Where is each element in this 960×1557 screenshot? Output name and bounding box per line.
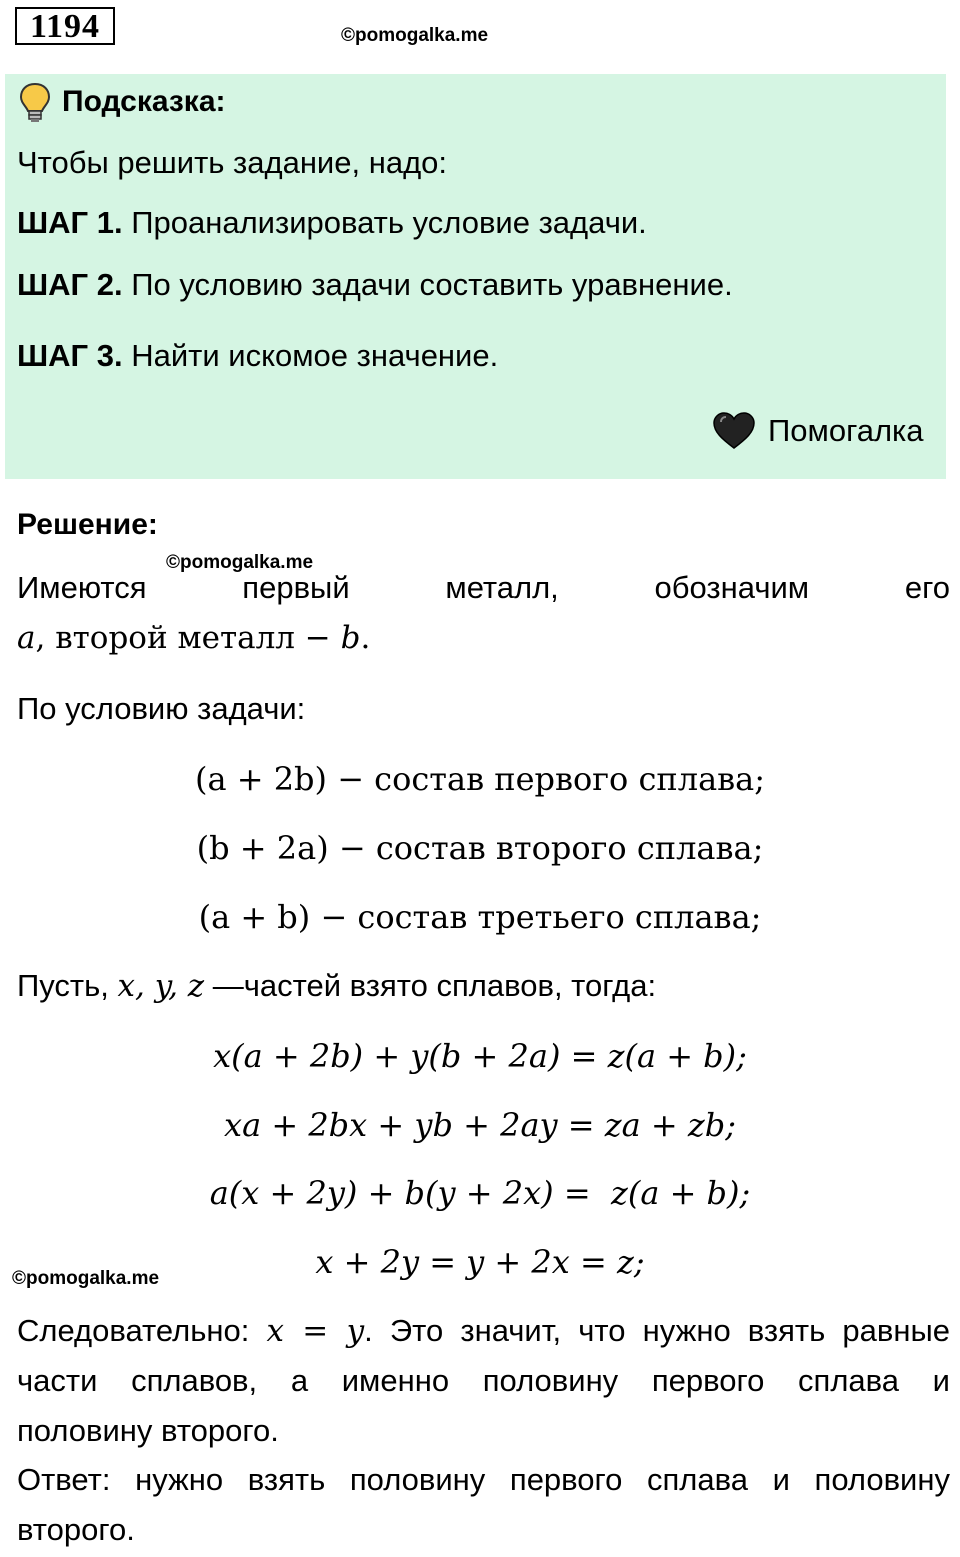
- hint-intro: Чтобы решить задание, надо:: [17, 145, 448, 180]
- word: Имеются: [17, 570, 147, 605]
- step-label: ШАГ 2.: [17, 267, 123, 302]
- step-label: ШАГ 3.: [17, 338, 123, 373]
- hint-title: Подсказка:: [62, 85, 226, 118]
- let-line: [17, 968, 656, 1004]
- hint-step-2: [17, 267, 733, 303]
- hint-step-1: [17, 205, 647, 241]
- var-a: a: [17, 620, 36, 656]
- solution-title: Решение:: [17, 508, 158, 541]
- answer-line-2: второго.: [17, 1512, 135, 1547]
- alloy-3: (a + b) − состав третьего сплава;: [198, 898, 762, 936]
- word: металл,: [445, 570, 559, 605]
- step-label: ШАГ 1.: [17, 205, 123, 240]
- word: первый: [242, 570, 350, 605]
- conclusion-line-2: части сплавов, а именно половину первого сплава и: [17, 1363, 950, 1398]
- task-number: 1194: [15, 7, 115, 45]
- word: его: [904, 570, 950, 605]
- line2-text: , второй металл −: [35, 620, 341, 656]
- line2-end: .: [360, 620, 371, 656]
- condition-intro: По условию задачи:: [17, 691, 306, 726]
- heart-icon: [712, 411, 756, 451]
- solution-line-2: [17, 620, 370, 656]
- lightbulb-icon: [18, 82, 52, 124]
- watermark-top: ©pomogalka.me: [341, 25, 489, 46]
- answer-line-1: Ответ: нужно взять половину первого сплава и половину: [17, 1462, 950, 1497]
- equation-1: x(a + 2b) + y(b + 2a) = z(a + b);: [213, 1037, 747, 1075]
- step-text: Найти искомое значение.: [122, 338, 499, 373]
- let-suffix: —частей взято сплавов, тогда:: [204, 968, 657, 1003]
- alloy-1: (a + 2b) − состав первого сплава;: [194, 760, 766, 798]
- conclusion-line-3: половину второго.: [17, 1413, 279, 1448]
- watermark-bottom: ©pomogalka.me: [12, 1268, 160, 1289]
- step-text: По условию задачи составить уравнение.: [122, 267, 733, 302]
- watermark-middle: ©pomogalka.me: [166, 552, 314, 573]
- equation-4: x + 2y = y + 2x = z;: [315, 1243, 645, 1281]
- step-text: Проанализировать условие задачи.: [122, 205, 647, 240]
- conclusion-line-1: [17, 1313, 950, 1349]
- var-b: b: [340, 620, 361, 656]
- solution-line-1: [17, 570, 950, 610]
- brand-label: Помогалка: [768, 413, 924, 448]
- let-vars: x, y, z: [117, 968, 205, 1004]
- hint-step-3: [17, 338, 498, 374]
- word: обозначим: [654, 570, 810, 605]
- conclusion-eq: x = y: [266, 1313, 365, 1349]
- conclusion-prefix: Следовательно:: [17, 1313, 267, 1348]
- let-prefix: Пусть,: [17, 968, 118, 1003]
- equation-2: xa + 2bx + yb + 2ay = za + zb;: [224, 1106, 736, 1144]
- conclusion-text: . Это значит, что нужно взять равные: [364, 1313, 950, 1348]
- alloy-2: (b + 2a) − состав второго сплава;: [196, 829, 764, 867]
- equation-3: a(x + 2y) + b(y + 2x) = z(a + b);: [209, 1174, 751, 1212]
